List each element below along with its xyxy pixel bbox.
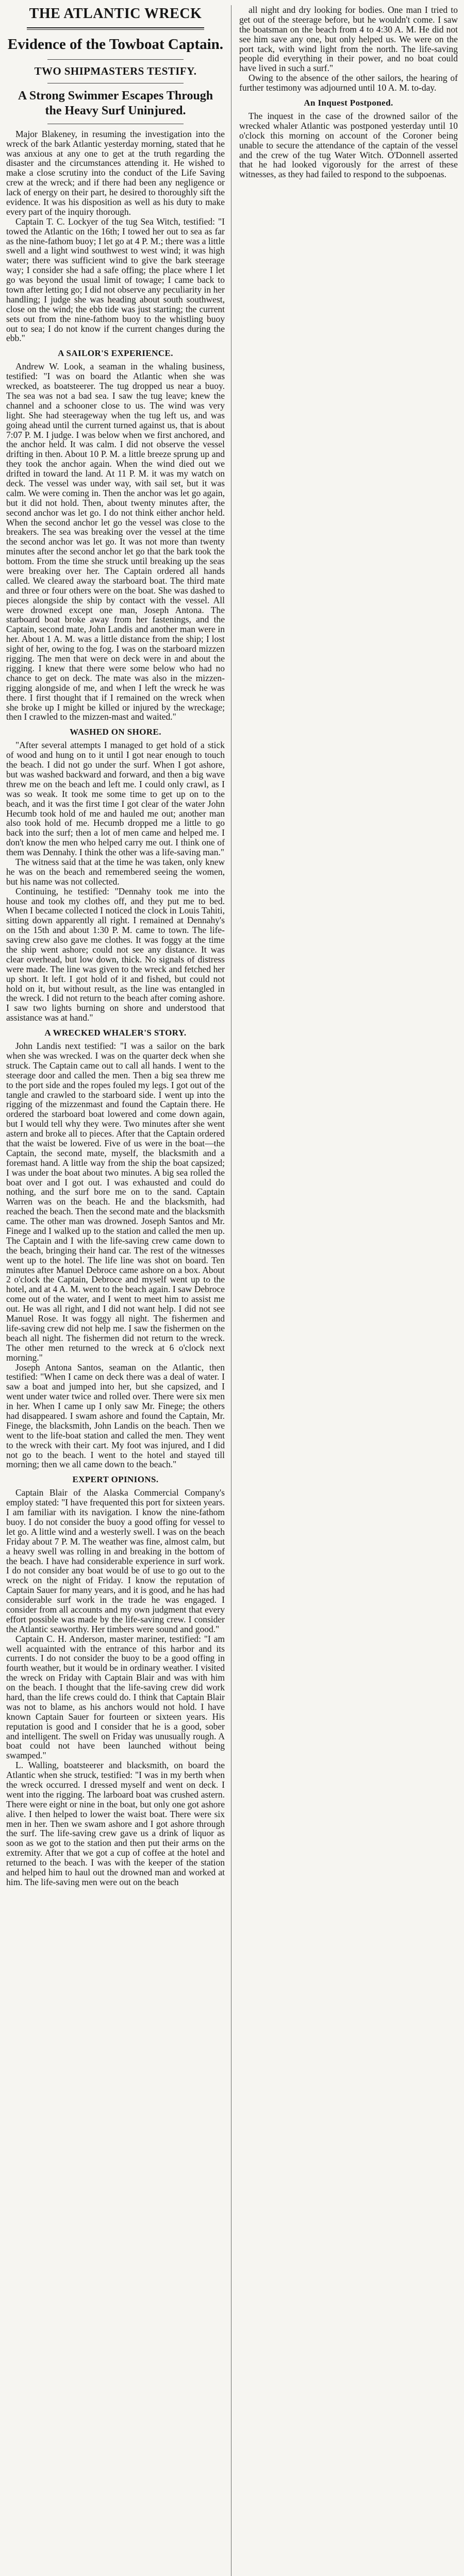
body-paragraph: The witness said that at the time he was taken, only knew he was on the beach and remembered seeing the women, but his name was not collected. [6, 856, 225, 887]
body-paragraph: Captain Blair of the Alaska Commercial Company's employ stated: "I have frequented this port for sixteen years. I am familiar with its navigation. I know the nine-fathom buoy. I do not consider the buoy a good offing for vessel to let go. A little wind and a westerly swell. I was on the beach Friday about 7 P. M. The weather was fine, almost calm, but a heavy swell was rolling in and breaking in the bottom of the beach. I have had considerable experience in surf work. I do not consider any boat would be of use to go out to the wreck on the night of Friday. I know the reputation of Captain Sauer for many years, and it is good, and he has had considerable surf work in the trade he was engaged. I consider from all accounts and my own judgment that every effort possible was made by the life-saving crew. I consider the Atlantic seaworthy. Her timbers were sound and good." [6, 1487, 225, 1634]
deck-subtitle: TWO SHIPMASTERS TESTIFY. [34, 65, 197, 78]
subhead-whaler: A WRECKED WHALER'S STORY. [44, 1028, 187, 1038]
subhead-sailor: A SAILOR'S EXPERIENCE. [58, 348, 173, 359]
body-paragraph: The inquest in the case of the drowned sailor of the wrecked whaler Atlantic was postponed yesterday until 10 o'clock this morning on account of the Coroner being unable to secure the attendance of the captain of the vessel and the crew of the tug Water Witch. O'Donnell asserted that he had looked vigorously for the arrest of these witnesses, as they had failed to respond to the subpoenas. [239, 111, 458, 180]
body-paragraph: Andrew W. Look, a seaman in the whaling business, testified: "I was on board the Atlantic when she was wrecked, as boatsteerer. The tug dropped us near a buoy. The sea was not a bad sea. I saw the tug leave; knew the channel and a schooner close to us. The wind was very light. She had steerageway when the tug left us, and was going ahead until the current turned against us, that is about 7:07 P. M. I judge. I was below when we first anchored, and the anchor held. It was calm. I did not observe the vessel drifting in then. About 10 P. M. a little breeze sprung up and they took the anchor again. When the wind died out we drifted in toward the land. At 11 P. M. it was my watch on deck. The vessel was under way, with sail set, but it was calm. We were coming in. Then the anchor was let go again, but it did not hold. Then, about twenty minutes after, the second anchor was let go. I do not think either anchor held. When the second anchor let go the vessel was close to the breakers. The sea was breaking over the vessel at the time the second anchor was let go. It was not more than twenty minutes after the second anchor let go that the bark took the bottom. From the time she struck until breaking up the seas were breaking over her. The Captain ordered all hands called. We cleared away the starboard boat. The third mate and three or four others were on the boat. She was dashed to pieces alongside the ship by contact with the vessel. All were drowned except one man, Joseph Antona. The starboard boat broke away from her fastenings, and the Captain, second mate, John Landis and another man were in her. About 1 A. M. was a little distance from the ship; I lost sight of her, owing to the fog. I was on the starboard mizzen rigging. The men that were on deck were in and about the rigging. I knew that there were some below who had no chance to get on deck. The mate was also in the mizzen-rigging alongside of me, and when I left the wreck he was there. I first thought that if I remained on the wreck when she broke up I might be killed or injured by the wreckage; then I crawled to the mizzen-mast and waited." [6, 361, 225, 722]
subhead-washed: WASHED ON SHORE. [70, 727, 161, 737]
deck-rule-1 [47, 59, 184, 60]
deck-title: Evidence of the Towboat Captain. [7, 36, 224, 53]
headline-rule [27, 27, 204, 30]
article-column-right [236, 0, 458, 2576]
body-paragraph: Captain C. H. Anderson, master mariner, testified: "I am well acquainted with the entrance of this harbor and its currents. I do not consider the buoy to be a good offing in fourth weather, but it would be in ordinary weather. I visited the wreck on Friday with Captain Blair and was with him on the beach. I thought that the life-saving crew did work hard, than the life crews could do. I think that Captain Blair was not to blame, as his anchors would not hold. I have known Captain Sauer for fourteen or sixteen years. His reputation is good and I consider that he is a good, sober and intelligent. The swell on Friday was unusually rough. A boat could not have been launched without being swamped." [6, 1633, 225, 1761]
subhead-inquest: An Inquest Postponed. [304, 98, 393, 108]
body-paragraph: Joseph Antona Santos, seaman on the Atlantic, then testified: "When I came on deck there was a deal of water. I saw a boat and jumped into her, but she capsized, and I went under water twice and rolled over. There were six men in her. When I came up I only saw Mr. Finege; the others had disappeared. I swam ashore and found the Captain, Mr. Finege, the blacksmith, John Landis on the beach. Then we went to the life-boat station and called the men. They went to the wreck with their cart. My foot was injured, and I did not go to the beach. I went to the hotel and stayed till morning; then we all came down to the beach." [6, 1362, 225, 1470]
body-paragraph: L. Walling, boatsteerer and blacksmith, on board the Atlantic when she struck, testified: "I was in my berth when the wreck occurred. I dressed myself and went on deck. I went into the rigging. The larboard boat was crushed astern. There were eight or nine in the boat, but only one got ashore alive. I then helped to lower the waist boat. There were six men in her. Then we swam ashore and I got ashore through the surf. The life-saving crew gave us a drink of liquor as soon as we got to the station and then put their arms on the extremity. After that we got a cup of coffee at the hotel and returned to the beach. I was with the keeper of the station and helped him to haul out the drowned man and worked at him. The life-saving men were out on the beach [6, 1760, 225, 1887]
body-paragraph: Owing to the absence of the other sailors, the hearing of further testimony was adjourned until 10 A. M. to-day. [239, 73, 458, 93]
deck-summary: A Strong Swimmer Escapes Through the Heavy Surf Uninjured. [18, 89, 213, 117]
body-paragraph: Captain T. C. Lockyer of the tug Sea Witch, testified: "I towed the Atlantic on the 16th; I towed her out to sea as far as the nine-fathom buoy; I let go at 4 P. M.; there was a little swell and a light wind southwest to west wind; it was high water; there was sufficient wind to give the bark steerage way; I consider she had a safe offing; the place where I let go was beyond the usual limit of towage; I came back to town after letting go; I did not observe any peculiarity in her handling; I judge she was heading about south southwest, close on the wind; the ebb tide was just starting; the current sets out from the nine-fathom buoy to the whistling buoy out to sea; I do not know if the current changes during the ebb." [6, 216, 225, 344]
body-paragraph: all night and dry looking for bodies. One man I tried to get out of the steerage before, but he wouldn't come. I saw the boatsman on the beach from 4 to 4:30 A. M. He did not see him save any one, but only helped us. We were on the port tack, with wind light from the north. The life-saving people did everything in their power, and no boat could have lived in such a surf." [239, 5, 458, 74]
headline: THE ATLANTIC WRECK [29, 6, 202, 22]
body-paragraph: John Landis next testified: "I was a sailor on the bark when she was wrecked. I was on the quarter deck when she struck. The Captain came out to call all hands. I went to the steerage door and called the men. Then a big sea threw me to the port side and the ropes fouled my legs. I got out of the tangle and crawled to the starboard side. I went up into the rigging of the mizzenmast and found the Captain there. He ordered the starboard boat lowered and come down again, but I would tell why they were. Two minutes after she went astern and broke all to pieces. After that the Captain ordered that the waist be lowered. Five of us were in the boat—the Captain, the second mate, myself, the blacksmith and a foremast hand. A little way from the ship the boat capsized; I was under the boat about two minutes. A big sea rolled the boat over and I got out. I was exhausted and could do nothing, and the surf bore me on to the sand. Captain Warren was on the beach. He and the blacksmith, had reached the beach. Then the second mate and the blacksmith came. The other man was drowned. Joseph Santos and Mr. Finege and I walked up to the station and called the men up. The Captain and I with the life-saving crew came down to the beach, bringing their hand car. The rest of the witnesses went up to the hotel. The life line was shot on board. Ten minutes after Manuel Debroce came ashore on a box. About 2 o'clock the Captain, Debroce and myself went up to the hotel, and at 4 A. M. went to the beach again. I saw Debroce come out of the water, and I went to meet him to assist me out. He was all right, and I did not want help. I did not see Manuel Rose. It was foggy all night. The fishermen and life-saving crew did not help me. I saw the fishermen on the beach all night. The fishermen did not return to the wreck. The other men returned to the wreck at 6 o'clock next morning." [6, 1041, 225, 1363]
body-paragraph: Continuing, he testified: "Dennahy took me into the house and took my clothes off, and they put me to bed. When I became collected I noticed the clock in Louis Tahiti, sitting down apparently all right. I remained at Dennahy's on the 15th and about 1:30 P. M. came to town. The life-saving crew also gave me clothes. It was foggy at the time the ship went ashore; could not see any distance. It was clear overhead, but low down, thick. No signals of distress were made. The line was given to the wreck and fetched her up short. It left. I got hold of it and fished, but could not hold on it, but without result, as the line was entangled in the wreck. I did not return to the beach after coming ashore. I saw two lights burning on shore and understood that assistance was at hand." [6, 886, 225, 1023]
article-column-left [6, 0, 228, 2576]
body-paragraph: "After several attempts I managed to get hold of a stick of wood and hung on to it until I got near enough to touch the beach. I did not go under the surf. When I got ashore, but was washed backward and forward, and then a big wave threw me on the beach and left me. I could only crawl, as I was so weak. It took me some time to get up on to the beach, and it was the first time I got clear of the water John Hecumb took hold of me and hauled me out; another man also took hold of me. Hecumb dropped me a little to go back into the surf; then a lot of men came and helped me. I don't know the men who helped carry me out. I think one of them was Dennahy. I think the other was a life-saving man." [6, 740, 225, 858]
subhead-expert: EXPERT OPINIONS. [72, 1475, 159, 1485]
body-paragraph: Major Blakeney, in resuming the investigation into the wreck of the bark Atlantic yesterday morning, stated that he was anxious at any one to get at the truth regarding the disaster and the circumstances attending it. He wished to make a close scrutiny into the conduct of the Life Saving crew at the wreck; and if there had been any negligence or lack of energy on their part, he desired to thoroughly sift the evidence. It was his disposition as well as his duty to make every part of the inquiry thorough. [6, 128, 225, 217]
